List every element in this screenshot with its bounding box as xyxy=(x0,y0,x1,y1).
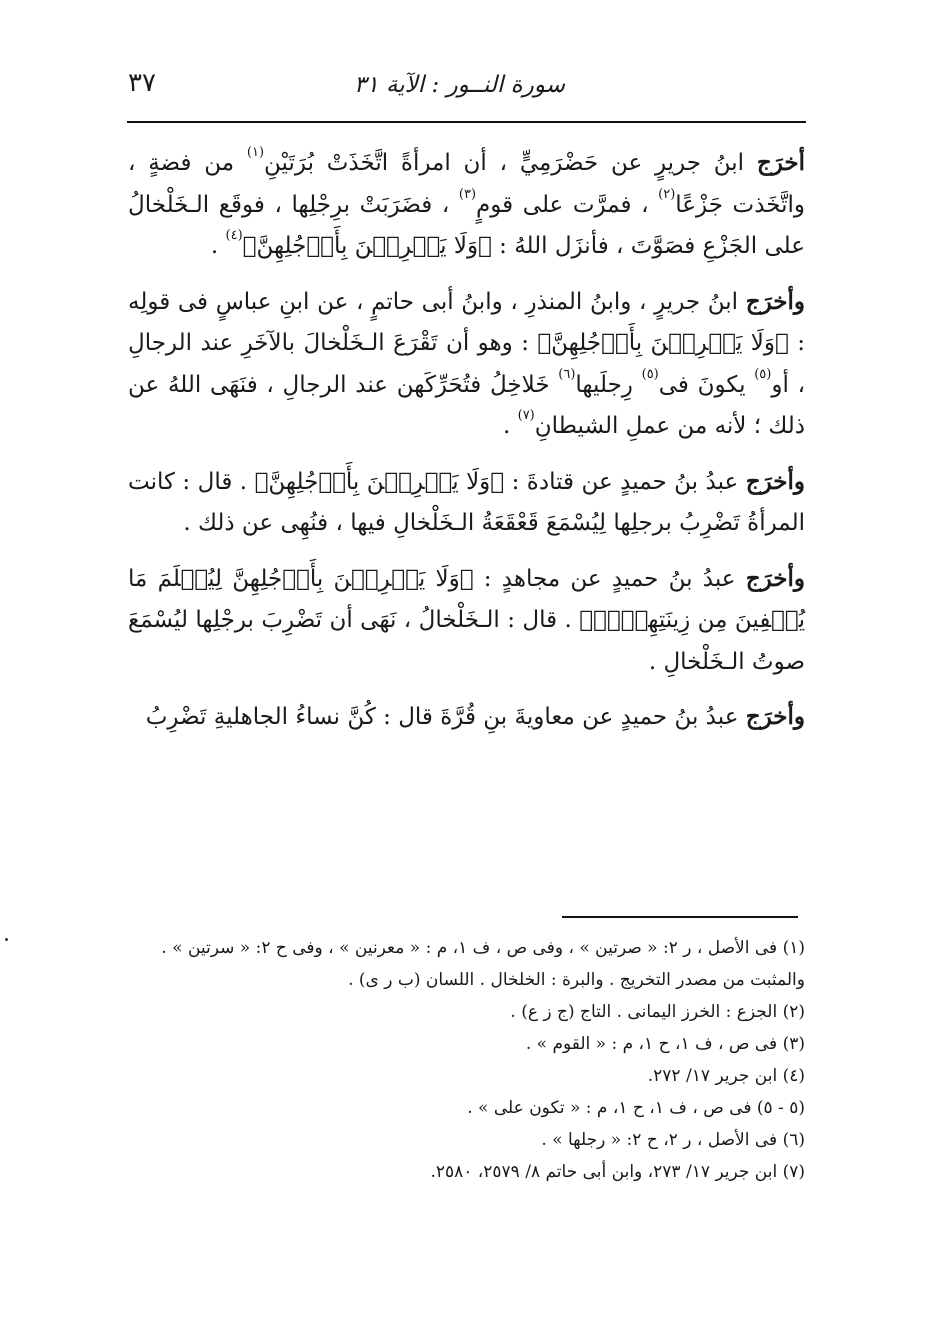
footnote-ref[interactable]: (٥) xyxy=(641,366,659,382)
paragraph-5 xyxy=(128,696,805,739)
paragraph-text: يكونَ فى xyxy=(658,371,755,398)
footnote-1: (١) فى الأصل ، ر ٢: « صرتين » ، وفى ص ، ف ١، م : « معرنين » ، وفى ح ٢: « سرتين » . والمثبت من مصدر التخريج . والبرة : الخلخال . اللسان (ب ر ى) . xyxy=(161,938,805,990)
paragraph-text: عبدُ بنُ حميدٍ عن مجاهدٍ : xyxy=(473,565,746,592)
paragraph-text: . xyxy=(502,413,518,439)
quran-quote: ﴿وَلَا يَضۡرِبۡنَ بِأَرۡجُلِهِنَّ﴾ xyxy=(537,330,789,356)
paragraph-lead: أخرَج xyxy=(756,149,805,176)
footnotes xyxy=(128,932,805,1188)
paragraph-text: . قال : الـخَلْخالُ ، نَهَى أن تَضْرِبَ برجْلِها ليُسْمَعَ صوتُ الـخَلْخالِ . xyxy=(128,607,805,675)
paragraph-lead: وأخرَج xyxy=(745,467,806,495)
paragraph-text: خَلاخِلُ فتُحَرِّكَهن عند الرجالِ ، فنَهَى اللهُ عن ذلك ؛ لأنه من عملِ الشيطانِ xyxy=(128,371,805,439)
paragraph-1 xyxy=(128,142,805,268)
paragraph-lead: وأخرَج xyxy=(745,703,805,730)
footnote-ref[interactable]: (٧) xyxy=(517,408,535,423)
footnote-2: (٢) الجزع : الخرز اليمانى . التاج (ج ز ع) . xyxy=(510,1002,805,1022)
footnote-7: (٧) ابن جرير ١٧/ ٢٧٣، وابن أبى حاتم ٨/ ٢٥٧٩، ٢٥٨٠. xyxy=(430,1162,805,1182)
paragraph-text: : وهو أن تَقْرَعَ الـخَلْخالَ بالآخَرِ عند الرجالِ ، أو xyxy=(128,330,805,398)
header-rule xyxy=(127,121,806,123)
paragraph-text: ابنُ جريرٍ ، وابنُ المنذرِ ، وابنُ أبى حاتمٍ ، عن ابنِ عباسٍ فى قولِه : xyxy=(128,288,806,356)
paragraph-text: عبدُ بنُ حميدٍ عن قتادةَ : xyxy=(504,468,746,495)
paragraph-lead: وأخرَج xyxy=(745,287,805,315)
footnote-5: (٥ - ٥) فى ص ، ف ١، ح ١، م : « تكون على » . xyxy=(467,1098,805,1118)
paragraph-lead: وأخرَج xyxy=(745,564,805,592)
running-title: سورة النــور : الآية ٣١ xyxy=(353,72,565,98)
quran-quote: ﴿وَلَا يَضۡرِبۡنَ بِأَرۡجُلِهِنَّ﴾ xyxy=(254,468,505,495)
main-text xyxy=(128,142,805,752)
footnote-6: (٦) فى الأصل ، ر ٢، ح ٢: « رجلها » . xyxy=(541,1130,805,1150)
quran-quote: ﴿وَلَا يَضۡرِبۡنَ بِأَرۡجُلِهِنَّ﴾ xyxy=(242,233,492,259)
quran-quote: ﴿وَلَا يَضۡرِبۡنَ بِأَرۡجُلِهِنَّ لِيُعۡلَمَ مَا يُخۡفِينَ مِن زِينَتِهِنَّۚ﴾ xyxy=(128,565,805,633)
paragraph-text: . xyxy=(210,233,226,259)
paragraph-text: رِجلَيها xyxy=(575,371,642,398)
page-header xyxy=(128,68,805,108)
paragraph-text: من فضةٍ ، واتَّخَذت جَزْعًا xyxy=(128,150,806,218)
footnote-ref[interactable]: (٦) xyxy=(558,366,576,382)
footnote-rule xyxy=(562,916,798,918)
paragraph-text: ، فضَرَبَتْ برِجْلِها ، فوقَع الـخَلْخالُ على الجَزْعِ فصَوَّتَ ، فأنزَل اللهُ : xyxy=(128,191,805,259)
paragraph-4 xyxy=(128,558,805,684)
footnote-ref[interactable]: (٢) xyxy=(658,186,676,202)
paragraph-2 xyxy=(128,281,805,448)
paragraph-3 xyxy=(128,461,805,545)
footnote-3: (٣) فى ص ، ف ١، ح ١، م : « القوم » . xyxy=(525,1034,805,1054)
footnote-ref[interactable]: (٤) xyxy=(225,228,243,243)
footnote-ref[interactable]: (١) xyxy=(246,145,265,160)
page-number: ٣٧ xyxy=(128,68,156,98)
paragraph-text: عبدُ بنُ حميدٍ عن معاويةَ بنِ قُرَّةَ قال : كُنَّ نساءُ الجاهليةِ تَضْرِبُ xyxy=(145,704,746,730)
footnote-4: (٤) ابن جرير ١٧/ ٢٧٢. xyxy=(647,1066,805,1086)
paragraph-text: ، فمرَّت على قومٍ xyxy=(476,191,659,218)
footnote-ref[interactable]: (٣) xyxy=(458,186,477,202)
footnote-ref[interactable]: (٥) xyxy=(754,366,772,382)
scan-speck xyxy=(5,938,8,941)
paragraph-text: . قال : كانت المرأةُ تَضْرِبُ برجلِها لِيُسْمَعَ قَعْقَعَةُ الـخَلْخالِ فيها ، فنُهِى عن ذلك . xyxy=(128,468,805,536)
paragraph-text: ابنُ جريرٍ عن حَضْرَمِيٍّ ، أن امرأةً اتَّخَذَتْ بُرَتَيْنِ xyxy=(264,150,757,176)
